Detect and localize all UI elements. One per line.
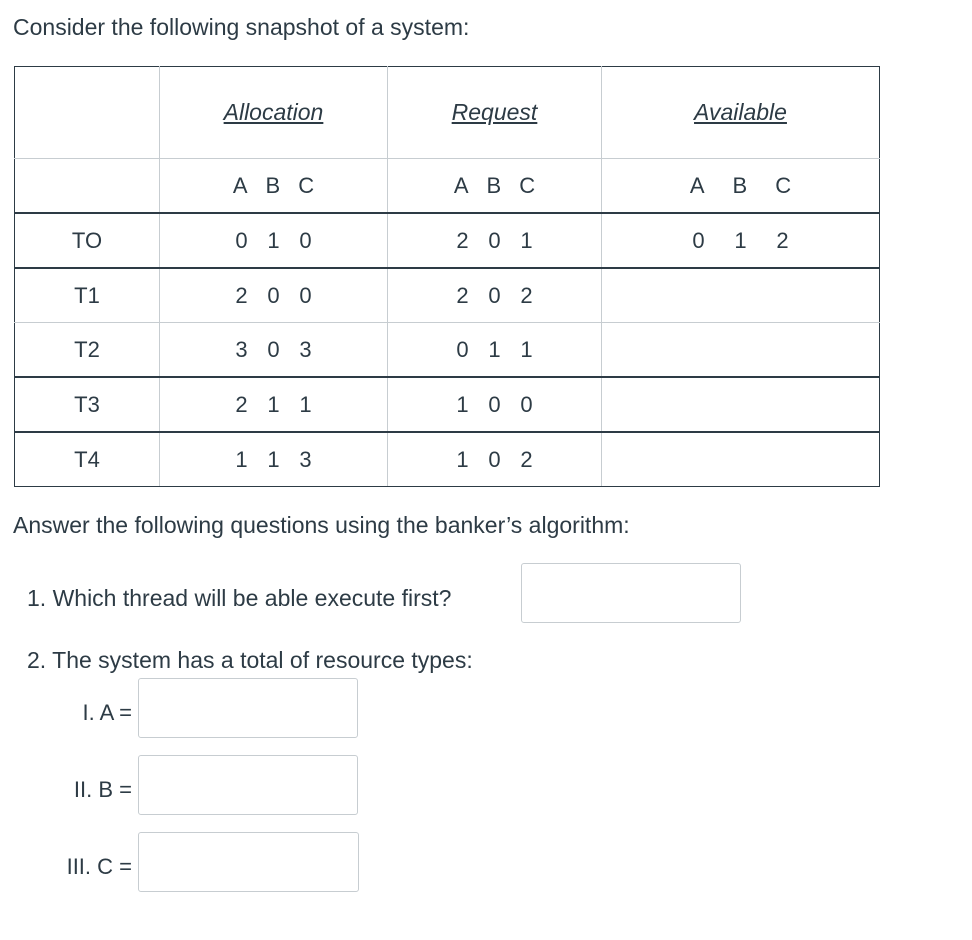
request-values — [388, 432, 602, 487]
table-row — [15, 268, 880, 323]
header-empty-cell — [15, 67, 160, 159]
resource-c-label: III. C = — [66, 854, 132, 879]
table-row — [15, 213, 880, 268]
thread-name: T4 — [15, 432, 160, 487]
value: 0 — [488, 446, 501, 472]
letter: C — [775, 172, 792, 198]
table-row — [15, 377, 880, 432]
allocation-values — [160, 213, 388, 268]
intro-text: Consider the following snapshot of a system: — [13, 14, 470, 40]
value: 1 — [299, 391, 312, 417]
value: 0 — [299, 227, 312, 253]
resource-a-label: I. A = — [82, 700, 132, 725]
value: 1 — [488, 336, 501, 362]
header-request — [388, 67, 602, 159]
letter: C — [519, 172, 536, 198]
request-letters — [388, 159, 602, 214]
table-row — [15, 323, 880, 378]
value: 0 — [456, 336, 469, 362]
thread-name: T2 — [15, 323, 160, 378]
value: 2 — [520, 282, 533, 308]
table-row — [15, 432, 880, 487]
value: 0 — [488, 227, 501, 253]
value: 1 — [267, 446, 280, 472]
resource-b-label: II. B = — [73, 777, 132, 802]
allocation-values — [160, 432, 388, 487]
letter: A — [453, 172, 469, 198]
value: 2 — [456, 227, 469, 253]
thread-name: T1 — [15, 268, 160, 323]
value: 3 — [299, 446, 312, 472]
available-header-text: Available — [694, 99, 787, 125]
letters-empty-cell — [15, 159, 160, 214]
thread-name: TO — [15, 213, 160, 268]
value: 1 — [267, 227, 280, 253]
value: 1 — [734, 227, 747, 253]
letter: A — [232, 172, 248, 198]
header-allocation — [160, 67, 388, 159]
letter: B — [732, 172, 748, 198]
allocation-header-text: Allocation — [223, 99, 324, 125]
allocation-values — [160, 323, 388, 378]
header-available — [602, 67, 880, 159]
question-2-text: 2. The system has a total of resource types: — [27, 647, 473, 673]
value: 0 — [488, 391, 501, 417]
answer-instructions: Answer the following questions using the banker’s algorithm: — [13, 512, 630, 538]
available-empty-cell — [602, 323, 880, 378]
allocation-values — [160, 377, 388, 432]
value: 2 — [520, 446, 533, 472]
letter: C — [298, 172, 315, 198]
value: 2 — [776, 227, 789, 253]
letter: A — [689, 172, 705, 198]
value: 0 — [267, 282, 280, 308]
value: 3 — [235, 336, 248, 362]
allocation-letters — [160, 159, 388, 214]
snapshot-table — [14, 66, 880, 487]
request-values — [388, 268, 602, 323]
request-values — [388, 323, 602, 378]
header-row — [15, 67, 880, 159]
value: 1 — [235, 446, 248, 472]
value: 1 — [520, 336, 533, 362]
available-empty-cell — [602, 377, 880, 432]
value: 0 — [235, 227, 248, 253]
available-letters — [602, 159, 880, 214]
available-values — [602, 213, 880, 268]
resource-a-input[interactable] — [138, 678, 358, 738]
question-1-answer-input[interactable] — [521, 563, 741, 623]
request-values — [388, 213, 602, 268]
request-header-text: Request — [451, 99, 538, 125]
value: 0 — [488, 282, 501, 308]
thread-name: T3 — [15, 377, 160, 432]
resource-letters-row — [15, 159, 880, 214]
question-1-text: 1. Which thread will be able execute first? — [27, 585, 452, 611]
value: 2 — [456, 282, 469, 308]
letter: B — [486, 172, 502, 198]
value: 2 — [235, 391, 248, 417]
value: 2 — [235, 282, 248, 308]
value: 3 — [299, 336, 312, 362]
resource-c-input[interactable] — [138, 832, 359, 892]
value: 1 — [520, 227, 533, 253]
value: 1 — [267, 391, 280, 417]
value: 1 — [456, 446, 469, 472]
available-empty-cell — [602, 432, 880, 487]
request-values — [388, 377, 602, 432]
value: 0 — [520, 391, 533, 417]
value: 0 — [299, 282, 312, 308]
value: 0 — [267, 336, 280, 362]
value: 1 — [456, 391, 469, 417]
letter: B — [265, 172, 281, 198]
available-empty-cell — [602, 268, 880, 323]
value: 0 — [692, 227, 705, 253]
resource-b-input[interactable] — [138, 755, 358, 815]
allocation-values — [160, 268, 388, 323]
